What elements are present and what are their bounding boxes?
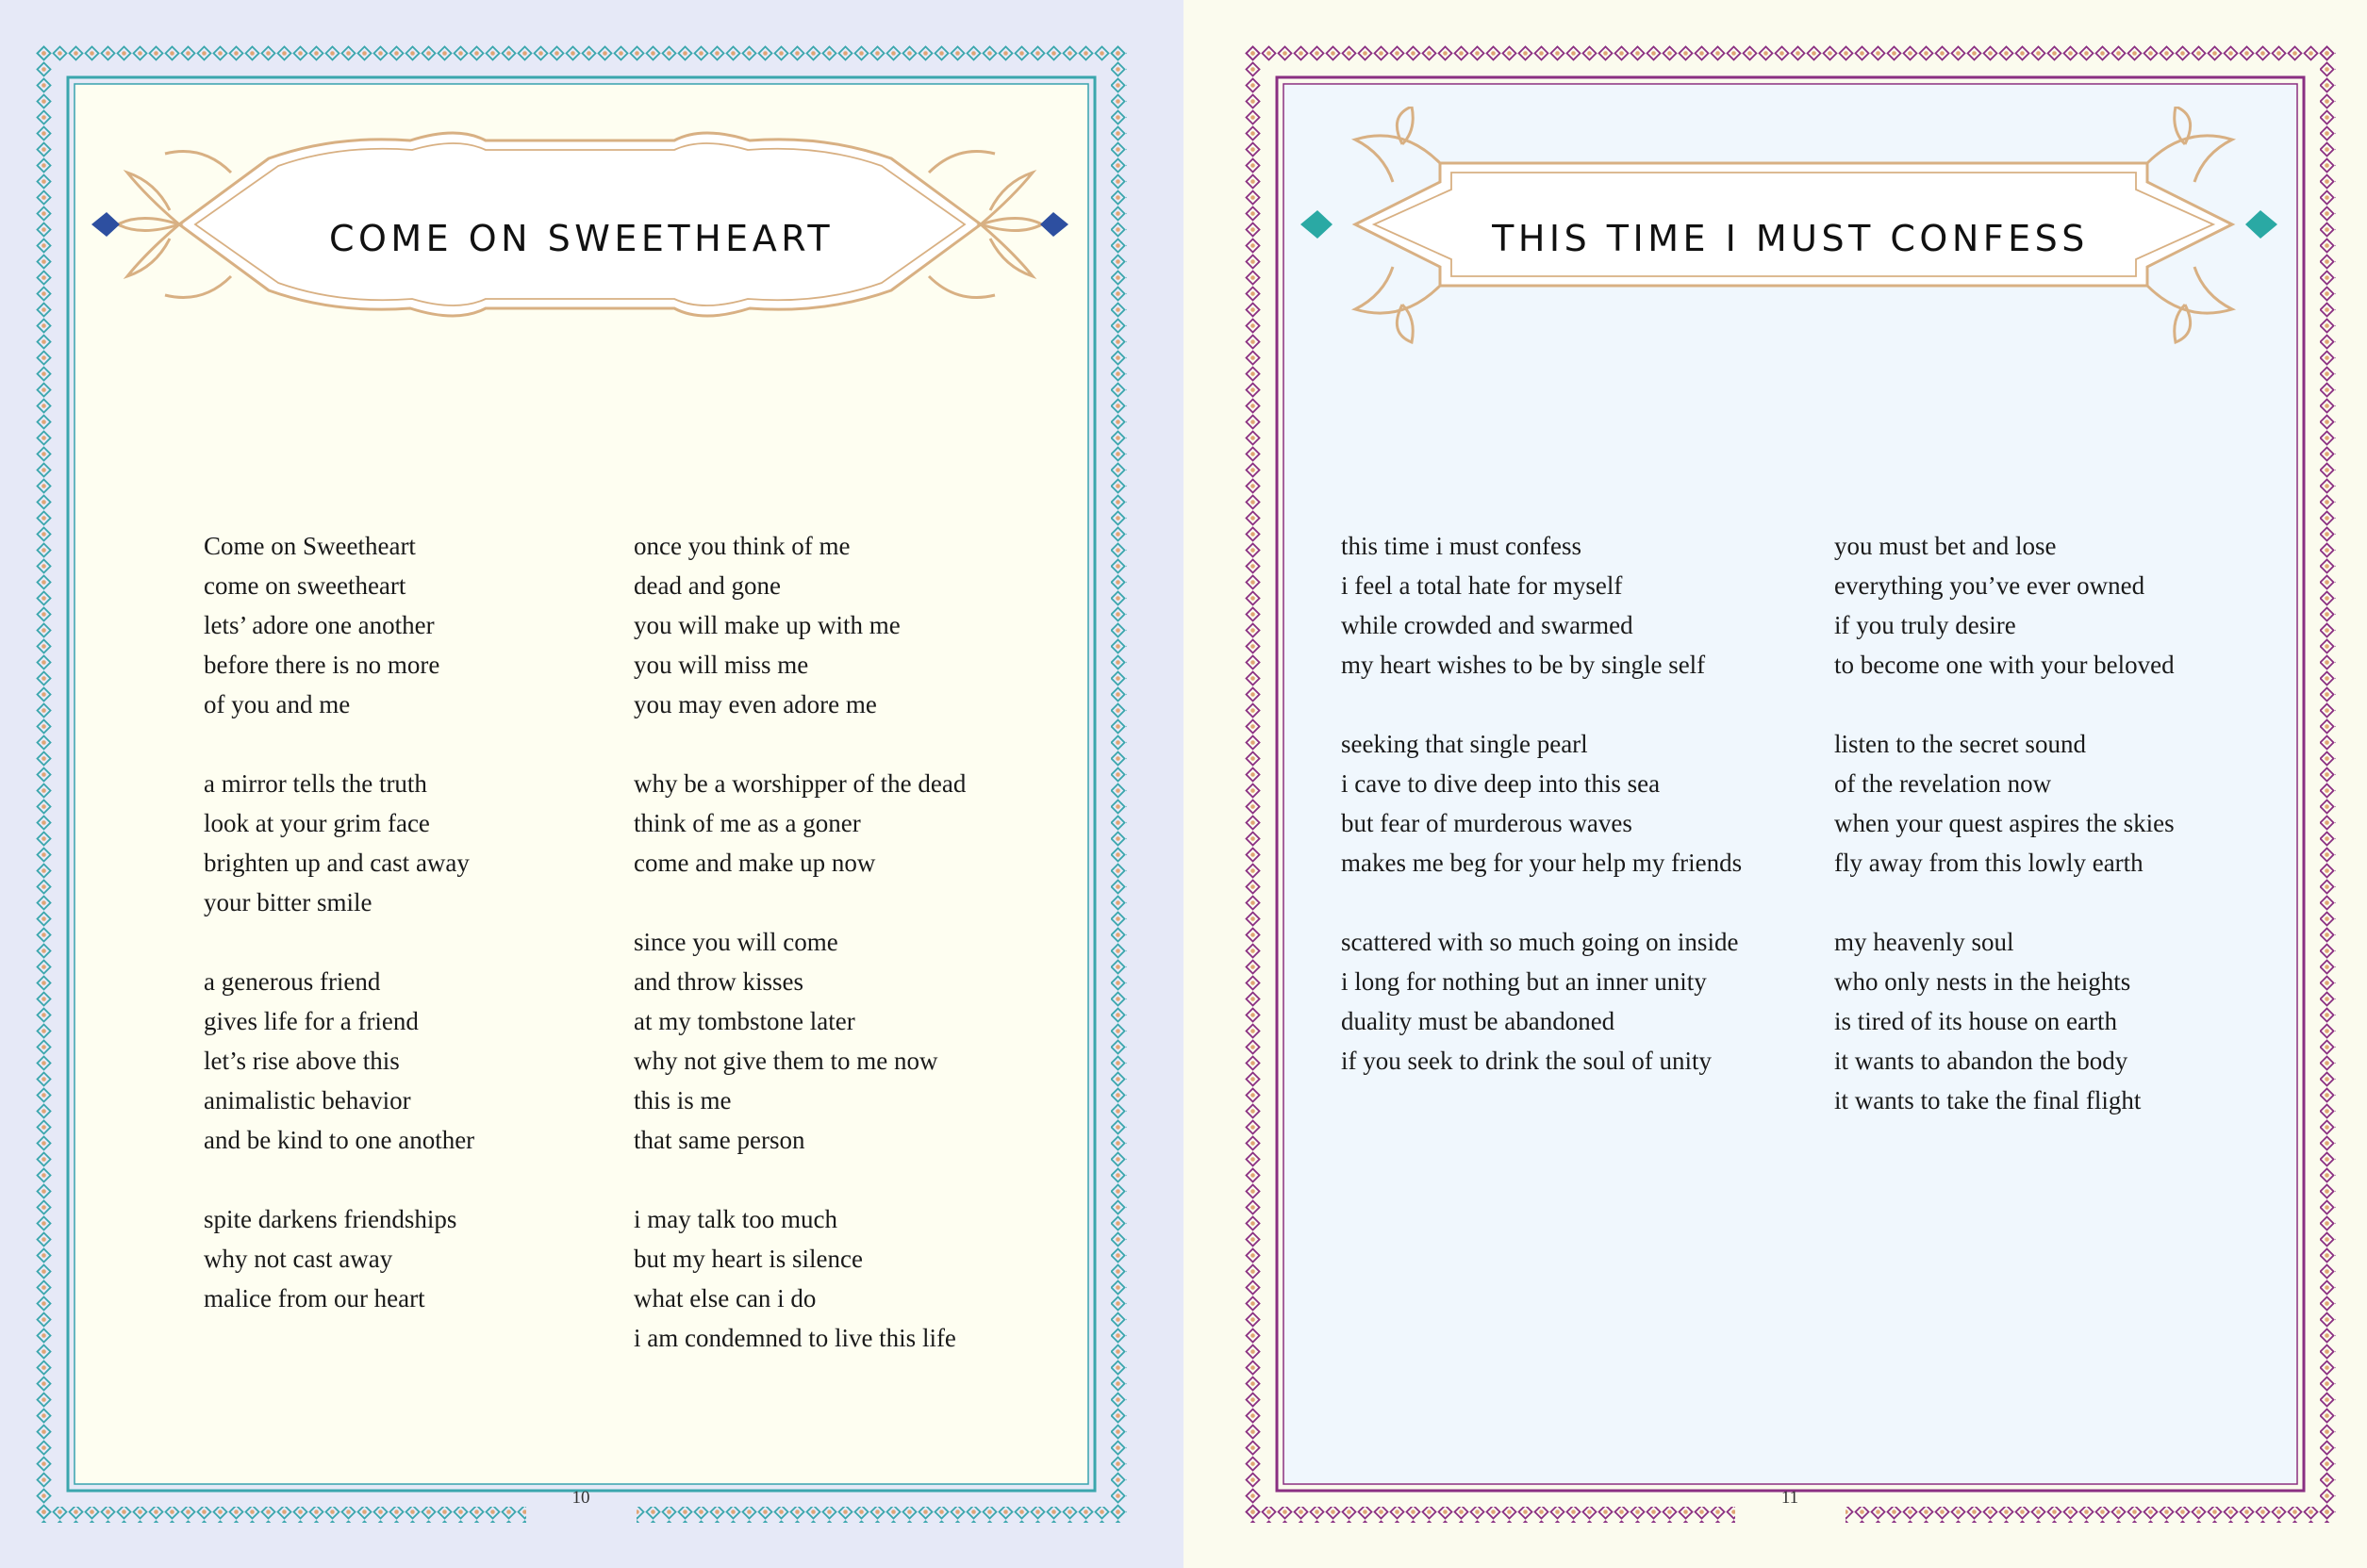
stanza [1834, 526, 2175, 685]
poem-line: to become one with your beloved [1834, 651, 2175, 679]
stanza [634, 526, 966, 724]
poem-line: and be kind to one another [204, 1126, 475, 1154]
poem-line: a mirror tells the truth [204, 769, 427, 798]
poem-line: i long for nothing but an inner unity [1341, 967, 1707, 996]
poem-line: if you seek to drink the soul of unity [1341, 1047, 1712, 1075]
poem-line: this is me [634, 1086, 732, 1114]
poem-line: but my heart is silence [634, 1245, 863, 1273]
poem-line: at my tombstone later [634, 1007, 855, 1035]
poem-line: if you truly desire [1834, 611, 2016, 639]
poem-line: of you and me [204, 690, 351, 718]
poem-line: my heart wishes to be by single self [1341, 651, 1706, 679]
poem-line: malice from our heart [204, 1284, 425, 1312]
poem-line: why not cast away [204, 1245, 393, 1273]
poem-line: come and make up now [634, 849, 876, 877]
poem-line: my heavenly soul [1834, 928, 2014, 956]
stanza [1834, 724, 2175, 883]
poem-line: that same person [634, 1126, 805, 1154]
poem-line: it wants to take the final flight [1834, 1086, 2142, 1114]
poem-title: THIS TIME I MUST CONFESS [1492, 218, 2089, 259]
page-number: 11 [1780, 1488, 1799, 1508]
poem-line: is tired of its house on earth [1834, 1007, 2117, 1035]
stanza [204, 962, 474, 1160]
poem-line: come on sweetheart [204, 571, 406, 600]
poem-line: fly away from this lowly earth [1834, 849, 2144, 877]
stanza [1341, 922, 1742, 1081]
poem-line: listen to the secret sound [1834, 730, 2086, 758]
poem-line: look at your grim face [204, 809, 430, 837]
page-number: 10 [571, 1488, 590, 1508]
poem-line: you will make up with me [634, 611, 901, 639]
poem-line: your bitter smile [204, 888, 372, 916]
poem-line: everything you’ve ever owned [1834, 571, 2145, 600]
poem-line: seeking that single pearl [1341, 730, 1588, 758]
poem-line: of the revelation now [1834, 769, 2052, 798]
poem-line: this time i must confess [1341, 532, 1581, 560]
poem-line: duality must be abandoned [1341, 1007, 1615, 1035]
stanza [634, 764, 966, 883]
stanza [1341, 724, 1742, 883]
stanza [634, 922, 966, 1160]
poem-line: while crowded and swarmed [1341, 611, 1633, 639]
stanza [204, 1199, 474, 1318]
poem-line: and throw kisses [634, 967, 803, 996]
stanza [1834, 922, 2175, 1120]
stanza [1341, 526, 1742, 685]
poem-line: since you will come [634, 928, 838, 956]
poem-column-2 [1834, 526, 2175, 1160]
poem-line: i cave to dive deep into this sea [1341, 769, 1661, 798]
poem-title: COME ON SWEETHEART [328, 218, 835, 259]
poem-line: i feel a total hate for myself [1341, 571, 1623, 600]
poem-line: why be a worshipper of the dead [634, 769, 967, 798]
stanza [204, 526, 474, 724]
poem-line: you will miss me [634, 651, 809, 679]
poem-line: think of me as a goner [634, 809, 861, 837]
poem-line: it wants to abandon the body [1834, 1047, 2128, 1075]
poem-line: lets’ adore one another [204, 611, 435, 639]
poem-line: Come on Sweetheart [204, 532, 416, 560]
page-left [36, 45, 1127, 1523]
poem-line: when your quest aspires the skies [1834, 809, 2175, 837]
stanza [634, 1199, 966, 1358]
poem-line: once you think of me [634, 532, 851, 560]
poem-line: dead and gone [634, 571, 781, 600]
poem-line: animalistic behavior [204, 1086, 411, 1114]
poem-column-1 [204, 526, 474, 1358]
poem-line: let’s rise above this [204, 1047, 400, 1075]
poem-line: a generous friend [204, 967, 381, 996]
poem-line: but fear of murderous waves [1341, 809, 1632, 837]
poem-line: before there is no more [204, 651, 440, 679]
stanza [204, 764, 474, 922]
poem-line: i am condemned to live this life [634, 1324, 956, 1352]
poem-line: brighten up and cast away [204, 849, 470, 877]
poem-line: why not give them to me now [634, 1047, 938, 1075]
poem-line: what else can i do [634, 1284, 817, 1312]
poem-line: you must bet and lose [1834, 532, 2057, 560]
poem-line: who only nests in the heights [1834, 967, 2131, 996]
poem-column-2 [634, 526, 966, 1397]
poem-line: gives life for a friend [204, 1007, 419, 1035]
poem-line: you may even adore me [634, 690, 877, 718]
poem-line: spite darkens friendships [204, 1205, 457, 1233]
poem-line: scattered with so much going on inside [1341, 928, 1739, 956]
poem-column-1 [1341, 526, 1742, 1120]
poem-line: makes me beg for your help my friends [1341, 849, 1743, 877]
poem-line: i may talk too much [634, 1205, 837, 1233]
page-right [1245, 45, 2336, 1523]
